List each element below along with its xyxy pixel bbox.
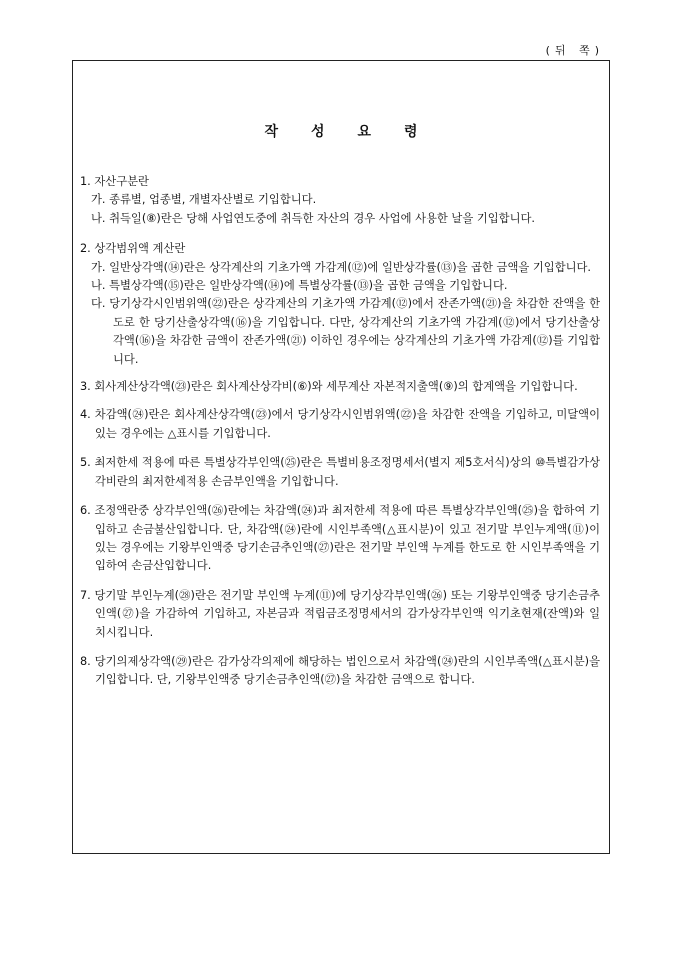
section-heading: 4. 차감액(㉔)란은 회사계산상각액(㉓)에서 당기상각시인범위액(㉒)을 차감한 잔액을 기입하고, 미달액이 있는 경우에는 △표시를 기입합니다. (80, 408, 600, 440)
section-1 (80, 173, 600, 228)
section-heading: 8. 당기의제상각액(㉙)란은 감가상각의제에 해당하는 법인으로서 차감액(㉔)란의 시인부족액(△표시분)을 기입합니다. 단, 기왕부인액중 당기손금추인액(㉗)을 차감한 금액으로 합니다. (80, 654, 600, 687)
section-3 (80, 378, 600, 396)
section-4 (80, 406, 600, 443)
instructions-box (72, 60, 610, 854)
page-side-label: (뒤 쪽) (545, 44, 604, 57)
section-heading: 2. 상각범위액 계산란 (80, 242, 186, 256)
section-heading: 5. 최저한세 적용에 따른 특별상각부인액(㉕)란은 특별비용조정명세서(별지 제5호서식)상의 ⑩특별감가상각비란의 최저한세적용 손금부인액을 기입합니다. (80, 456, 600, 488)
instructions-title: 작성요령 (264, 124, 451, 140)
section-item: 나. 취득일(⑧)란은 당해 사업연도중에 취득한 자산의 경우 사업에 사용한 날을 기입합니다. (91, 211, 535, 225)
section-item: 다. 당기상각시인범위액(㉒)란은 상각계산의 기초가액 가감계(⑫)에서 잔존가액(㉑)을 차감한 잔액을 한도로 한 당기산출상각액(⑯)을 기입합니다. 다만, 상각계산의 기초가액 가감계(⑫)에서 당기산출상각액(⑯)을 차감한 금액이 잔존가액(㉑) 이하인 경우에는 상각계산의 기초가액 가감계(⑫)를 기입합니다. (91, 297, 600, 366)
section-heading: 7. 당기말 부인누계(㉘)란은 전기말 부인액 누계(⑪)에 당기상각부인액(㉖) 또는 기왕부인액중 당기손금추인액(㉗)을 가감하여 기입하고, 자본금과 적립금조정명세서의 감가상각부인액 익기초현재(잔액)와 일치시킵니다. (80, 588, 600, 639)
instructions-content (80, 173, 600, 701)
section-5 (80, 454, 600, 491)
section-2 (80, 240, 600, 369)
section-item: 가. 종류별, 업종별, 개별자산별로 기입합니다. (91, 193, 317, 207)
section-item: 나. 특별상각액(⑮)란은 일반상각액(⑭)에 특별상각률(⑬)을 곱한 금액을 기입합니다. (91, 279, 508, 293)
section-heading: 3. 회사계산상각액(㉓)란은 회사계산상각비(⑥)와 세무계산 자본적지출액(⑨)의 합계액을 기입합니다. (80, 380, 578, 394)
section-8 (80, 653, 600, 690)
section-7 (80, 587, 600, 642)
section-heading: 6. 조정액란중 상각부인액(㉖)란에는 차감액(㉔)과 최저한세 적용에 따른 특별상각부인액(㉕)을 합하여 기입하고 손금불산입합니다. 단, 차감액(㉔)란에 시인부족액(△표시분)이 있고 전기말 부인누계액(⑪)이 있는 경우에는 기왕부인액중 당기손금추인액(㉗)란은 전기말 부인액 누계를 한도로 한 시인부족액을 기입하여 손금산입합니다. (80, 504, 600, 573)
section-item: 가. 일반상각액(⑭)란은 상각계산의 기초가액 가감계(⑫)에 일반상각률(⑬)을 곱한 금액을 기입합니다. (91, 260, 592, 274)
section-6 (80, 502, 600, 576)
section-heading: 1. 자산구분란 (80, 175, 149, 188)
